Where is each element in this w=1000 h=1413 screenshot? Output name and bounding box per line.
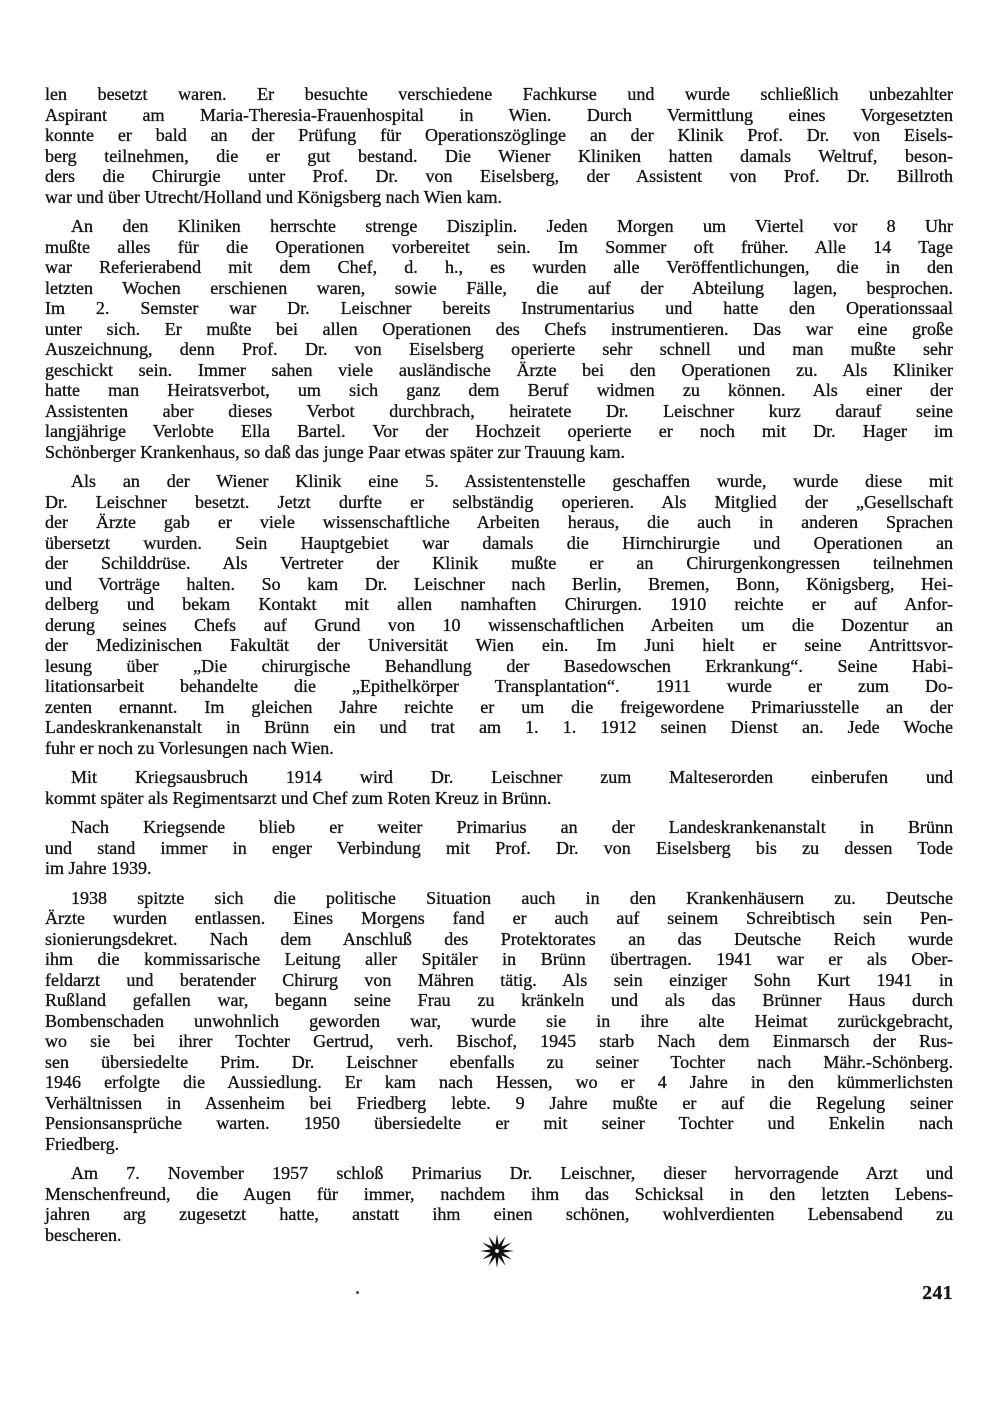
text-line: der Medizinischen Fakultät der Universität Wien ein. Im Juni hielt er seine Antrittsvor- [45, 635, 953, 655]
text-line: litationsarbeit behandelte die „Epithelkörper Transplantation“. 1911 wurde er zum Do- [45, 676, 953, 696]
text-line: fuhr er noch zu Vorlesungen nach Wien. [45, 737, 334, 758]
text-line: 1946 erfolgte die Aussiedlung. Er kam nach Hessen, wo er 4 Jahre in den kümmerlichsten [45, 1072, 953, 1092]
text-line: wo sie bei ihrer Tochter Gertrud, verh. Bischof, 1945 starb Nach dem Einmarsch der Rus- [45, 1031, 953, 1051]
text-line: Nach Kriegsende blieb er weiter Primarius an der Landeskrankenanstalt in Brünn [71, 817, 953, 837]
paragraph [45, 216, 953, 462]
text-line: Assistenten aber dieses Verbot durchbrach, heiratete Dr. Leischner kurz darauf seine [45, 400, 953, 421]
text-line: Bombenschaden unwohnlich geworden war, wurde sie in ihre alte Heimat zurückgebracht, [45, 1010, 953, 1031]
text-line: 1938 spitzte sich die politische Situation auch in den Krankenhäusern zu. Deutsche [71, 887, 953, 908]
text-line: Auszeichnung, denn Prof. Dr. von Eiselsberg operierte sehr schnell und man mußte sehr [45, 339, 953, 359]
text-line: Menschenfreund, die Augen für immer, nachdem ihm das Schicksal in den letzten Lebens- [45, 1183, 953, 1204]
body-text [45, 84, 953, 1245]
text-line: war und über Utrecht/Holland und Königsberg nach Wien kam. [45, 186, 502, 207]
text-line: Als an der Wiener Klinik eine 5. Assistentenstelle geschaffen wurde, wurde diese mit [71, 471, 953, 491]
text-line: Pensionsansprüche warten. 1950 übersiedelte er mit seiner Tochter und Enkelin nach [45, 1113, 953, 1133]
text-line: Dr. Leischner besetzt. Jetzt durfte er selbständig operieren. Als Mitglied der „Gesellschaft [45, 491, 953, 512]
text-line: Im 2. Semster war Dr. Leischner bereits Instrumentarius und hatte den Operationssaal [45, 298, 953, 318]
text-line: langjährige Verlobte Ella Bartel. Vor der Hochzeit operierte er noch mit Dr. Hager im [45, 421, 953, 441]
text-line: feldarzt und beratender Chirurg von Mähren tätig. Als sein einziger Sohn Kurt 1941 in [45, 969, 953, 990]
text-line: delberg und bekam Kontakt mit allen namhaften Chirurgen. 1910 reichte er auf Anfor- [45, 594, 953, 614]
text-line: hatte man Heiratsverbot, um sich ganz dem Beruf widmen zu können. Als einer der [45, 380, 953, 400]
text-line: Aspirant am Maria-Theresia-Frauenhospital in Wien. Durch Vermittlung eines Vorgesetzten [45, 104, 953, 125]
text-line: Rußland gefallen war, begann seine Frau zu kränkeln und als das Brünner Haus durch [45, 990, 953, 1010]
text-line: letzten Wochen erschienen waren, sowie Fälle, die auf der Abteilung lagen, besprochen. [45, 277, 953, 298]
text-line: der Ärzte gab er viele wissenschaftliche Arbeiten heraus, die auch in anderen Sprachen [45, 512, 953, 532]
text-line: ihm die kommissarische Leitung aller Spitäler in Brünn übertragen. 1941 war er als Ober- [45, 949, 953, 969]
text-line: An den Kliniken herrschte strenge Disziplin. Jeden Morgen um Viertel vor 8 Uhr [71, 216, 953, 236]
text-line: zenten ernannt. Im gleichen Jahre reichte er um die freigewordene Primariusstelle an der [45, 696, 953, 717]
text-line: len besetzt waren. Er besuchte verschiedene Fachkurse und wurde schließlich unbezahlter [45, 84, 953, 104]
text-line: berg teilnehmen, die er gut bestand. Die Wiener Kliniken hatten damals Weltruf, beson- [45, 145, 953, 166]
text-line: ders die Chirurgie unter Prof. Dr. von Eiselsberg, der Assistent von Prof. Dr. Billroth [45, 166, 953, 186]
text-line: kommt später als Regimentsarzt und Chef zum Roten Kreuz in Brünn. [45, 787, 552, 808]
text-line: Am 7. November 1957 schloß Primarius Dr. Leischner, dieser hervorragende Arzt und [71, 1163, 953, 1183]
asterisk-ornament-icon [479, 1233, 515, 1269]
text-line: Schönberger Krankenhaus, so daß das junge Paar etwas später zur Trauung kam. [45, 441, 626, 462]
paragraph [45, 767, 953, 808]
text-line: sen übersiedelte Prim. Dr. Leischner ebenfalls zu seiner Tochter nach Mähr.-Schönberg. [45, 1051, 953, 1072]
text-line: übersetzt wurden. Sein Hauptgebiet war damals die Hirnchirurgie und Operationen an [45, 532, 953, 553]
paragraph [45, 471, 953, 758]
text-line: der Schilddrüse. Als Vertreter der Klinik mußte er an Chirurgenkongressen teilnehmen [45, 553, 953, 573]
text-line: konnte er bald an der Prüfung für Operationszöglinge an der Klinik Prof. Dr. von Eisels- [45, 125, 953, 145]
page-number: 241 [922, 1283, 953, 1304]
paragraph [45, 817, 953, 879]
text-line: jahren arg zugesetzt hatte, anstatt ihm einen schönen, wohlverdienten Lebensabend zu [45, 1204, 953, 1224]
text-line: unter sich. Er mußte bei allen Operationen des Chefs instrumentieren. Das war eine große [45, 318, 953, 339]
text-line: und Vorträge halten. So kam Dr. Leischner nach Berlin, Bremen, Bonn, Königsberg, Hei- [45, 573, 953, 594]
text-line: war Referierabend mit dem Chef, d. h., es wurden alle Veröffentlichungen, die in den [45, 257, 953, 277]
text-line: im Jahre 1939. [45, 858, 152, 878]
text-line: mußte alles für die Operationen vorbereitet sein. Im Sommer oft früher. Alle 14 Tage [45, 236, 953, 257]
scan-speck [356, 1291, 359, 1294]
text-line: derung seines Chefs auf Grund von 10 wissenschaftlichen Arbeiten um die Dozentur an [45, 614, 953, 635]
text-line: Mit Kriegsausbruch 1914 wird Dr. Leischner zum Malteserorden einberufen und [71, 767, 953, 787]
text-line: lesung über „Die chirurgische Behandlung der Basedowschen Erkrankung“. Seine Habi- [45, 655, 953, 676]
text-line: bescheren. [45, 1224, 122, 1245]
text-line: Friedberg. [45, 1133, 120, 1154]
paragraph [45, 888, 953, 1155]
text-line: und stand immer in enger Verbindung mit Prof. Dr. von Eiselsberg bis zu dessen Tode [45, 837, 953, 858]
text-line: Landeskrankenanstalt in Brünn ein und trat am 1. 1. 1912 seinen Dienst an. Jede Woche [45, 717, 953, 737]
paragraph [45, 84, 953, 207]
text-line: Ärzte wurden entlassen. Eines Morgens fand er auch auf seinem Schreibtisch sein Pen- [45, 908, 953, 928]
text-line: sionierungsdekret. Nach dem Anschluß des Protektorates an das Deutsche Reich wurde [45, 928, 953, 949]
text-line: geschickt sein. Immer sahen viele ausländische Ärzte bei den Operationen zu. Als Kliniker [45, 359, 953, 380]
text-line: Verhältnissen in Assenheim bei Friedberg lebte. 9 Jahre mußte er auf die Regelung seiner [45, 1092, 953, 1113]
